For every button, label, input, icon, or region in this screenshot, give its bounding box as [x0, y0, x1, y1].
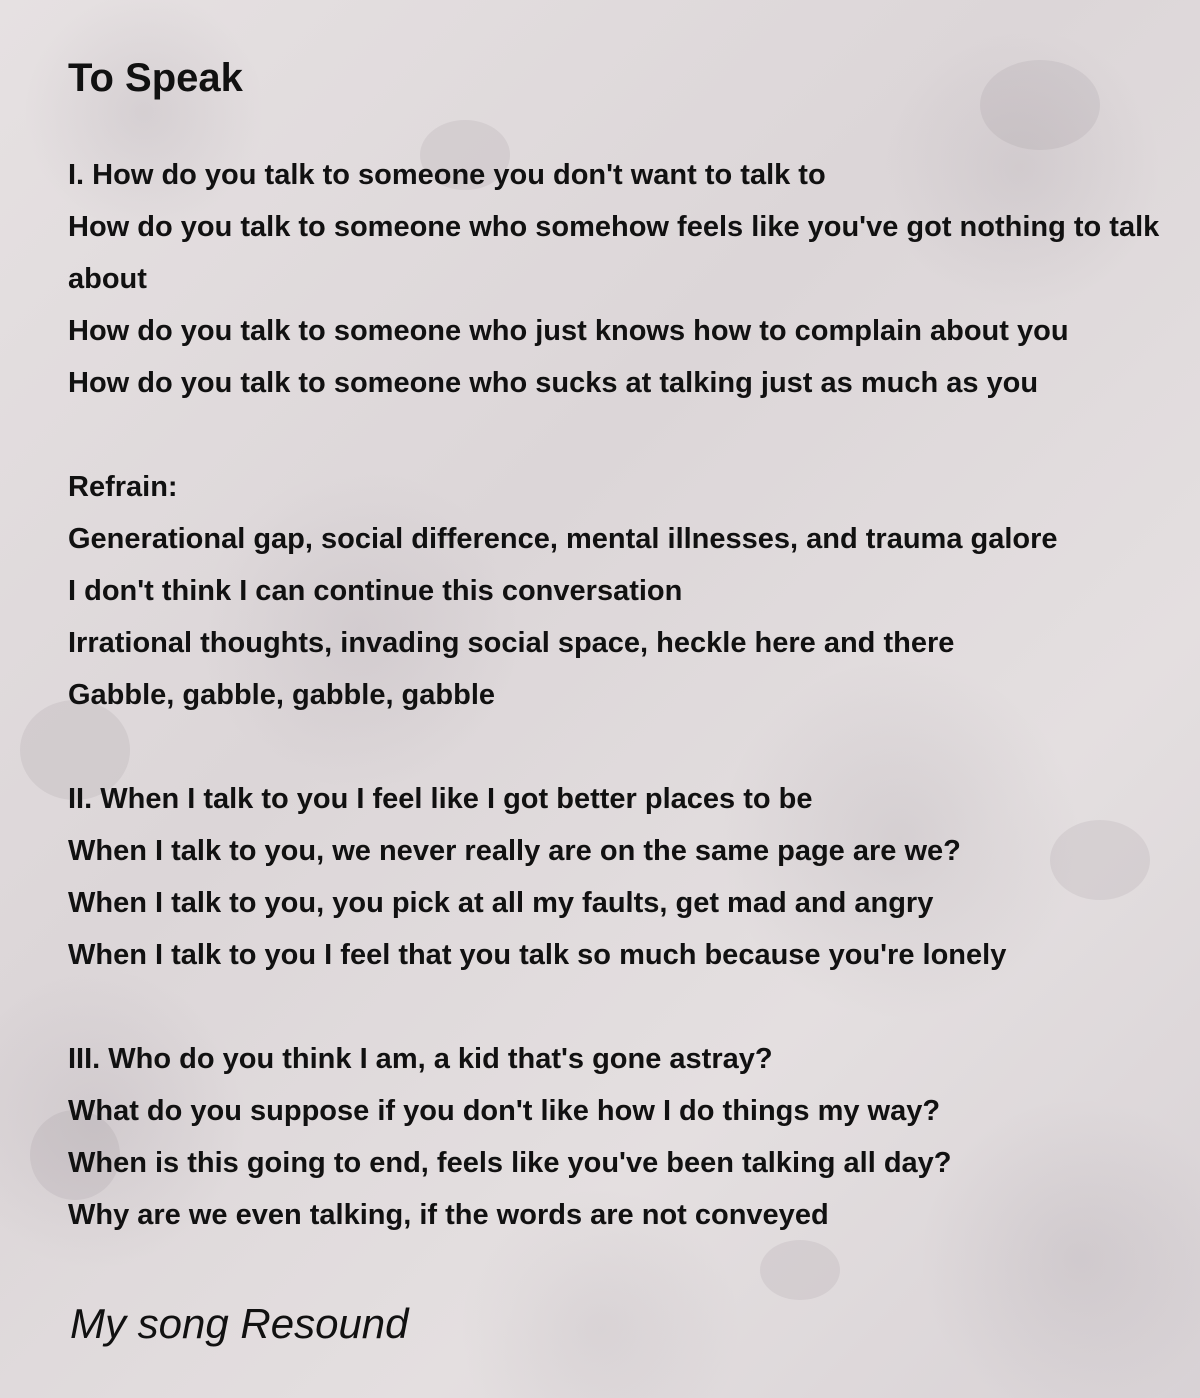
- poem-line: How do you talk to someone who sucks at talking just as much as you: [68, 367, 1039, 399]
- poem-line: III. Who do you think I am, a kid that's gone astray?: [68, 1043, 773, 1075]
- stanza: [68, 1033, 1198, 1241]
- poem-line: When is this going to end, feels like you've been talking all day?: [68, 1147, 952, 1179]
- poem-line: I don't think I can continue this conversation: [68, 575, 683, 607]
- poem-line: When I talk to you, you pick at all my faults, get mad and angry: [68, 887, 934, 919]
- poem-line: How do you talk to someone who just knows how to complain about you: [68, 315, 1069, 347]
- stanza: [68, 773, 1198, 981]
- poem-line: When I talk to you, we never really are on the same page are we?: [68, 835, 961, 867]
- stanza: [68, 149, 1198, 409]
- poem-line: II. When I talk to you I feel like I got better places to be: [68, 783, 813, 815]
- poem-body: [68, 149, 1198, 1293]
- poem-line: Refrain:: [68, 471, 178, 503]
- poem-line: Gabble, gabble, gabble, gabble: [68, 679, 496, 711]
- poem-line: Irrational thoughts, invading social space, heckle here and there: [68, 627, 955, 659]
- poem-line: How do you talk to someone who somehow feels like you've got nothing to talk about: [68, 211, 1160, 295]
- poem-line: When I talk to you I feel that you talk so much because you're lonely: [68, 939, 1007, 971]
- poem-author: My song Resound: [70, 1300, 409, 1347]
- poem-line: Generational gap, social difference, mental illnesses, and trauma galore: [68, 523, 1058, 555]
- poem-title: To Speak: [68, 56, 243, 100]
- poem-line: I. How do you talk to someone you don't want to talk to: [68, 159, 826, 191]
- poem-line: Why are we even talking, if the words are not conveyed: [68, 1199, 829, 1231]
- poem-line: What do you suppose if you don't like how I do things my way?: [68, 1095, 941, 1127]
- stanza: [68, 461, 1198, 721]
